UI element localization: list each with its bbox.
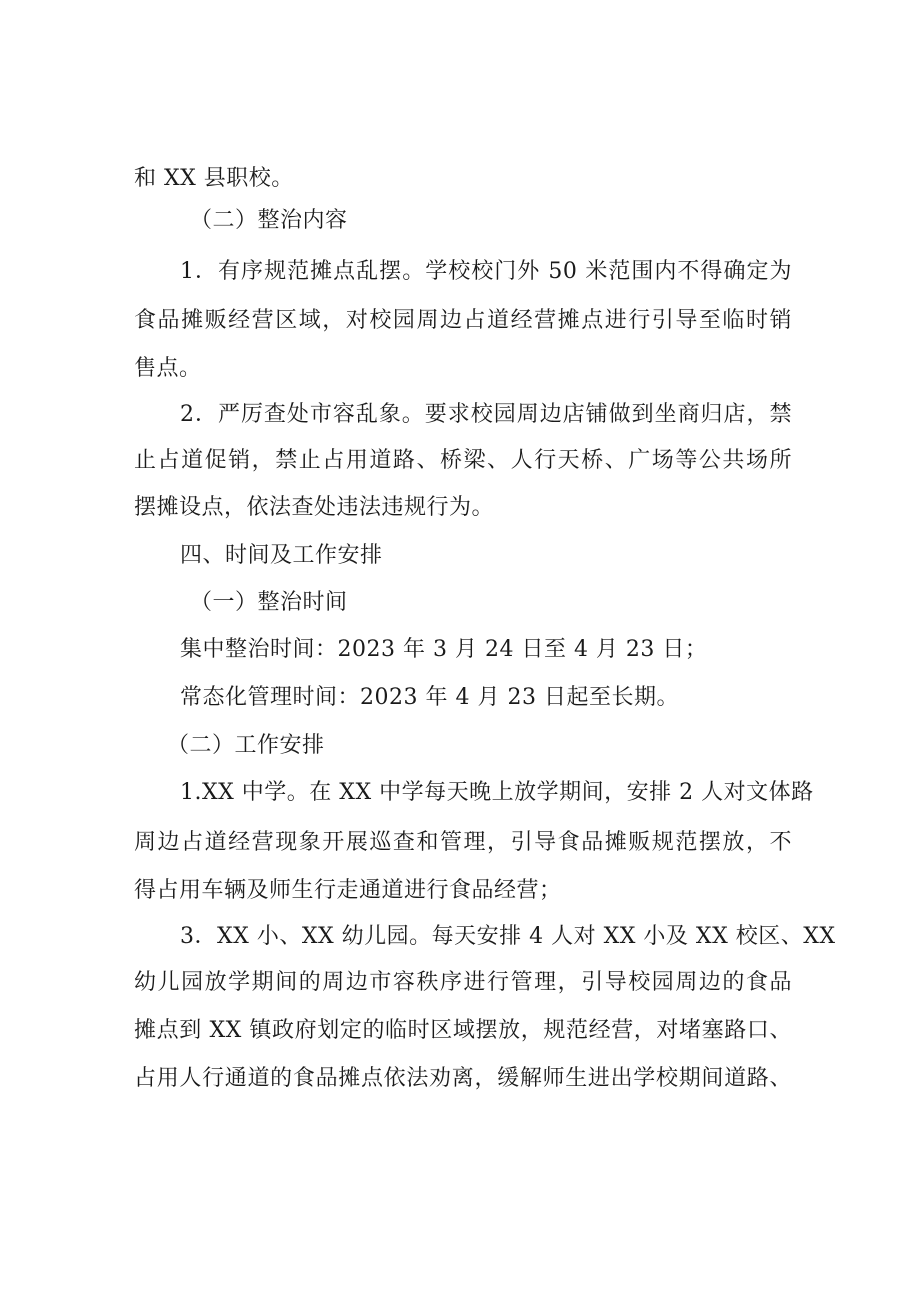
text-line-11: 集中整治时间：2023 年 3 月 24 日至 4 月 23 日； — [180, 637, 708, 662]
text-line-8: 摆摊设点，依法查处违法违规行为。 — [134, 495, 495, 520]
text-line-20: 占用人行通道的食品摊点依法劝离，缓解师生进出学校期间道路、 — [134, 1066, 792, 1091]
section-heading-time-and-arrangement: 四、时间及工作安排 — [180, 543, 383, 568]
section-heading-work-arrangement: （二）工作安排 — [167, 733, 325, 758]
text-line-17: 3．XX 小、XX 幼儿园。每天安排 4 人对 XX 小及 XX 校区、XX — [180, 924, 836, 949]
text-line-3: 1．有序规范摊点乱摆。学校校门外 50 米范围内不得确定为 — [180, 259, 792, 284]
text-line-18: 幼儿园放学期间的周边市容秩序进行管理，引导校园周边的食品 — [134, 970, 792, 995]
text-line-6: 2．严厉查处市容乱象。要求校园周边店铺做到坐商归店，禁 — [180, 402, 792, 427]
text-line-7: 止占道促销，禁止占用道路、桥梁、人行天桥、广场等公共场所 — [134, 448, 792, 473]
text-line-14: 1.XX 中学。在 XX 中学每天晚上放学期间，安排 2 人对文体路 — [180, 780, 814, 805]
text-line-12: 常态化管理时间：2023 年 4 月 23 日起至长期。 — [180, 685, 679, 710]
text-line-5: 售点。 — [134, 356, 202, 381]
text-line-15: 周边占道经营现象开展巡查和管理，引导食品摊贩规范摆放，不 — [134, 830, 792, 855]
section-heading-rectification-time: （一）整治时间 — [190, 590, 348, 615]
text-line-19: 摊点到 XX 镇政府划定的临时区域摆放，规范经营，对堵塞路口、 — [134, 1018, 792, 1043]
text-line-1: 和 XX 县职校。 — [134, 166, 294, 191]
text-line-16: 得占用车辆及师生行走通道进行食品经营； — [134, 878, 562, 903]
section-heading-rectification-content: （二）整治内容 — [190, 208, 348, 233]
text-line-4: 食品摊贩经营区域，对校园周边占道经营摊点进行引导至临时销 — [134, 308, 792, 333]
